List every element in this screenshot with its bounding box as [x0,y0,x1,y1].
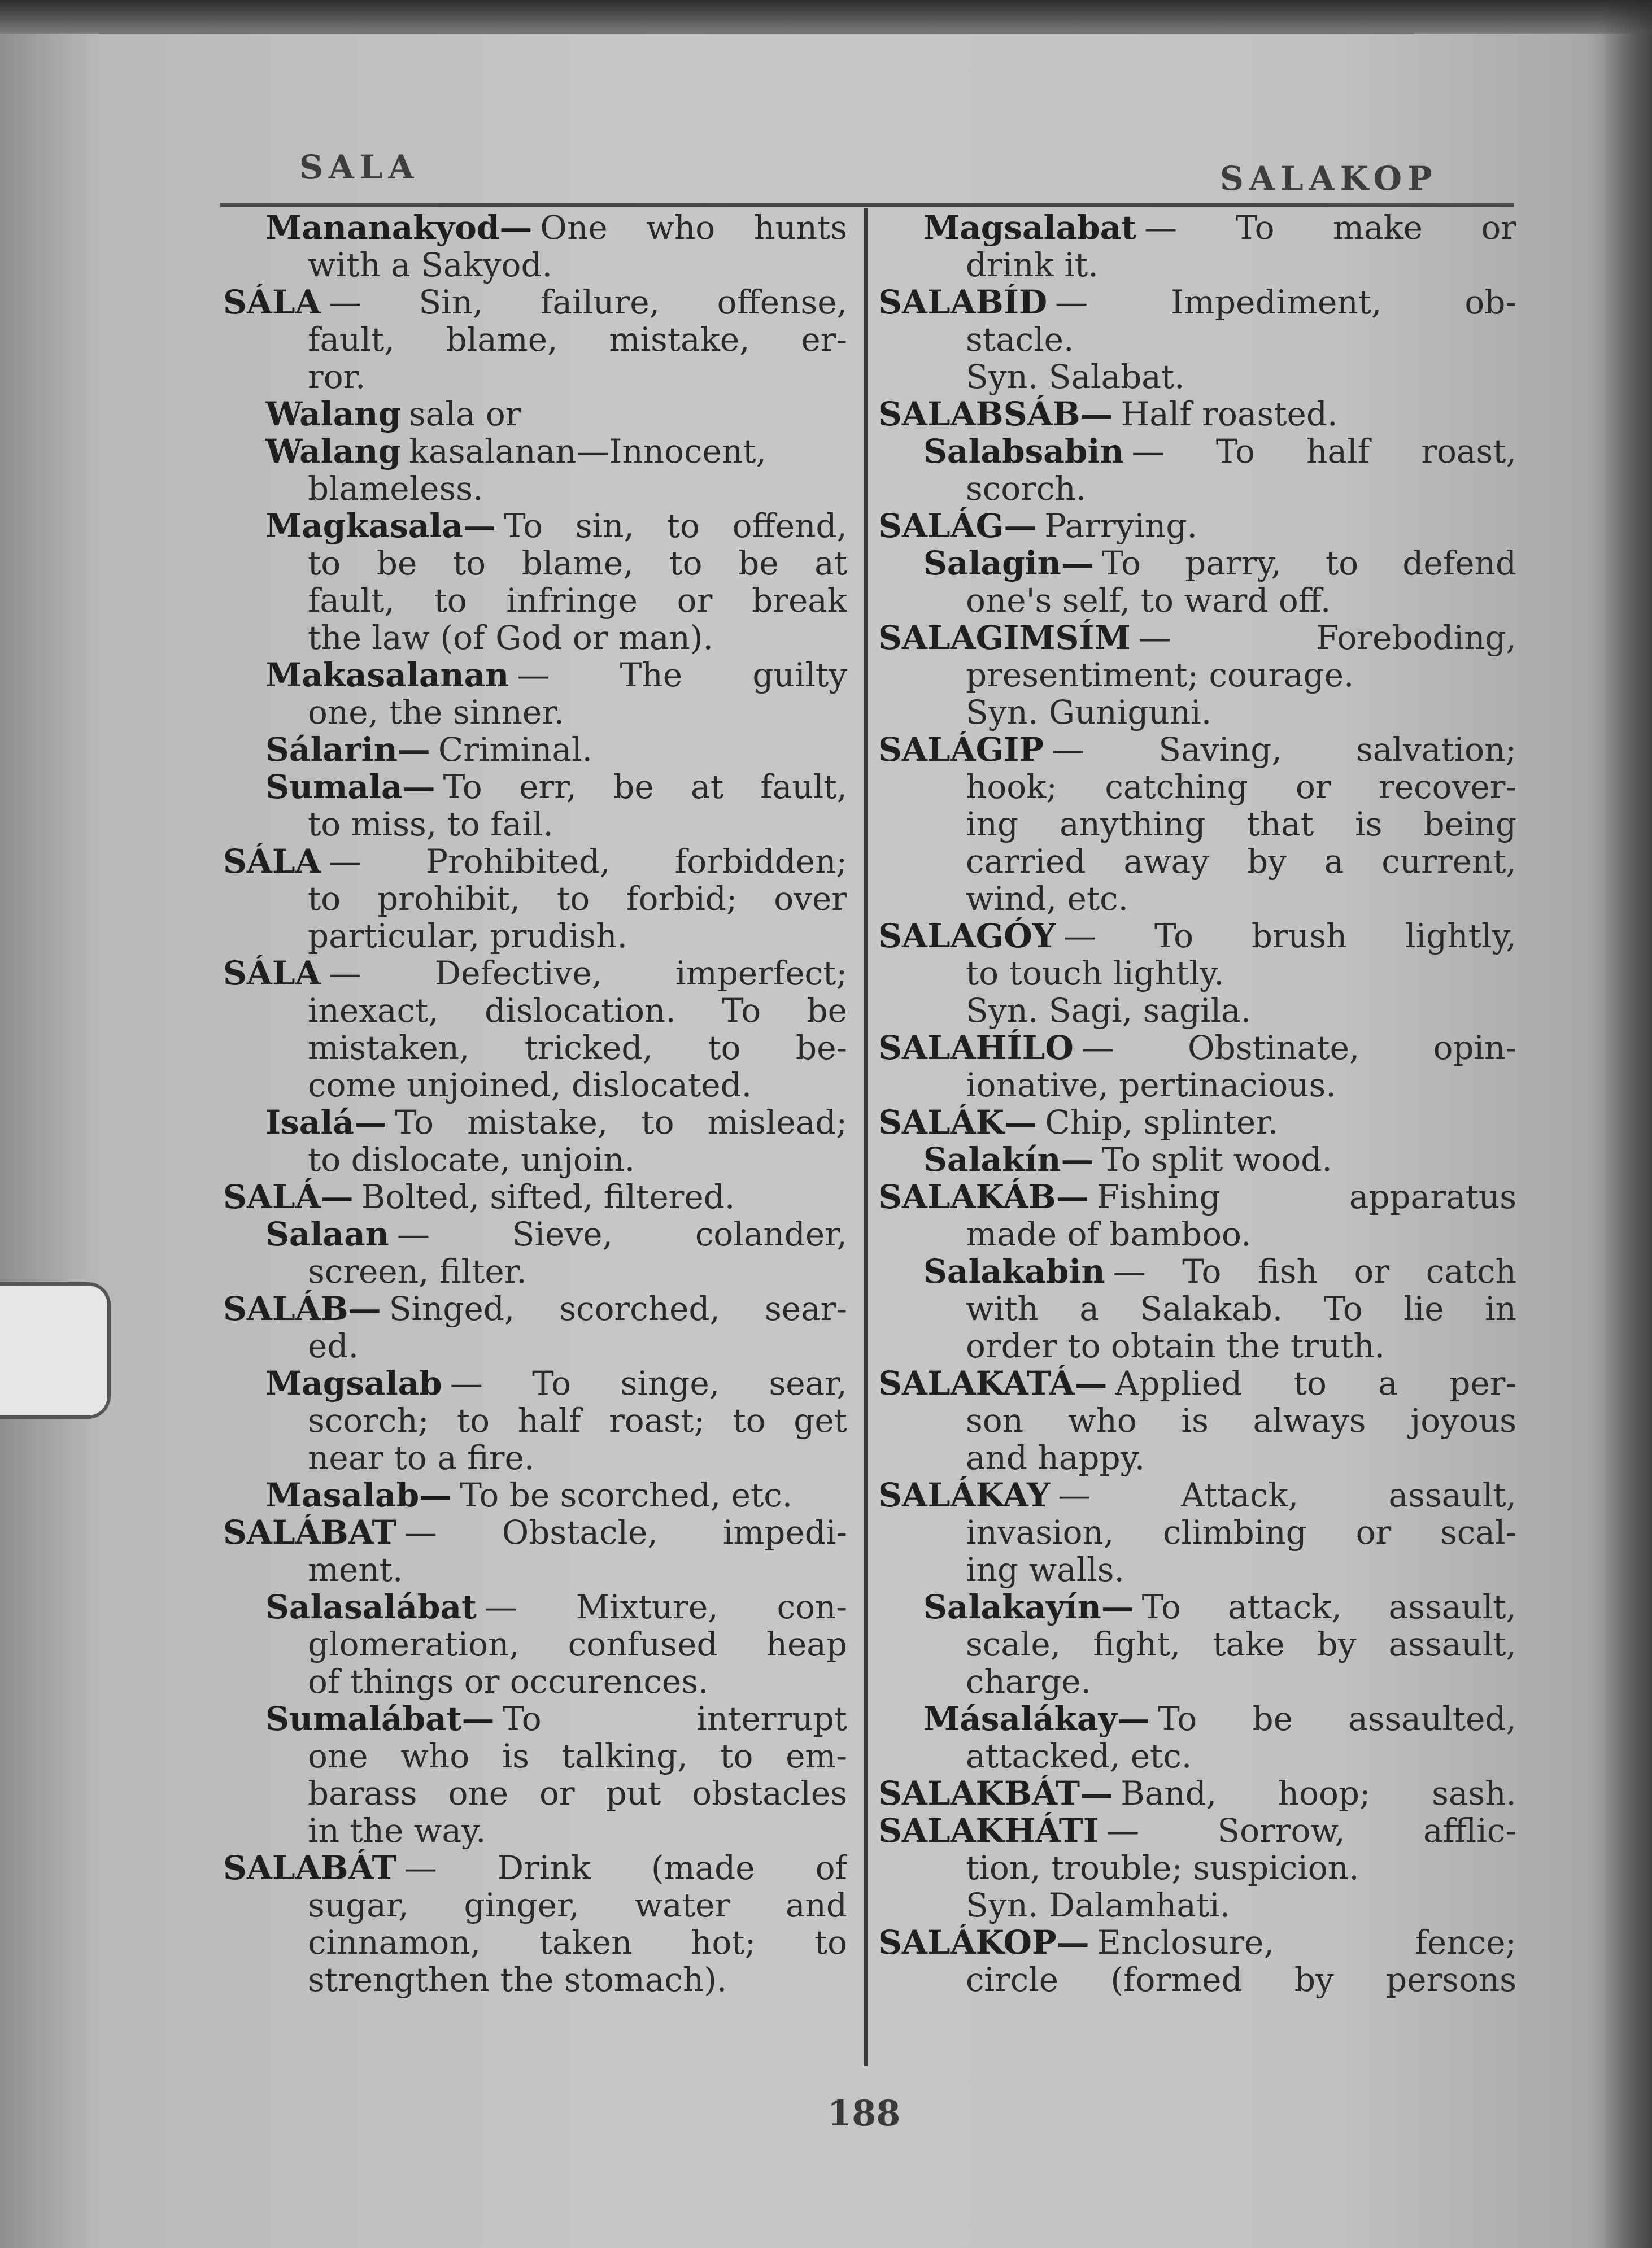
entry-headword: SALAKBÁT— [878,1775,1113,1812]
dictionary-line [878,1626,1516,1663]
dictionary-line [878,1775,1516,1812]
entry-text: to miss, to fail. [308,805,553,843]
dictionary-line [223,1887,847,1924]
dictionary-line [878,1924,1516,1961]
entry-text: and happy. [966,1439,1145,1476]
dictionary-line [223,582,847,619]
entry-text: with a Sakyod. [308,246,553,284]
entry-headword: SALABÍD [878,284,1048,321]
entry-text: ionative, pertinacious. [966,1066,1336,1104]
entry-text: Band, hoop; sash. [1121,1775,1516,1812]
top-shadow [0,0,1652,34]
entry-text: — To singe, sear, [450,1365,847,1402]
entry-text: one who is talking, to em- [308,1737,847,1775]
dictionary-line [878,619,1516,656]
dictionary-line [878,1737,1516,1775]
dictionary-line [223,1178,847,1216]
entry-text: mistaken, tricked, to be- [308,1029,847,1066]
entry-headword: SALAKÁB— [878,1178,1089,1216]
entry-text: fault, blame, mistake, er- [308,321,847,358]
entry-text: Applied to a per- [1115,1365,1516,1402]
dictionary-line [878,694,1516,731]
dictionary-line [878,731,1516,768]
dictionary-line [223,917,847,955]
dictionary-line [223,1290,847,1327]
entry-headword: SALAGÓY [878,917,1056,955]
entry-headword: SALÁB— [223,1290,381,1327]
dictionary-line [223,1066,847,1104]
dictionary-line [223,1327,847,1365]
dictionary-line [878,1104,1516,1141]
entry-headword: SALÁKAY [878,1476,1051,1514]
dictionary-line [223,284,847,321]
entry-text: Syn. Salabat. [966,358,1185,395]
gutter-shadow [1601,0,1652,2248]
entry-text: To sin, to offend, [503,507,847,544]
entry-text: To interrupt [502,1700,847,1737]
dictionary-line [223,1812,847,1849]
entry-text: one's self, to ward off. [966,582,1331,619]
entry-headword: Másalákay— [923,1700,1150,1737]
entry-text: ed. [308,1327,359,1365]
entry-text: order to obtain the truth. [966,1327,1385,1365]
entry-headword: SALÁBAT [223,1514,396,1551]
entry-text: — To half roast, [1131,433,1516,470]
entry-text: fault, to infringe or break [308,582,847,619]
entry-text: ror. [308,358,366,395]
entry-headword: SÁLA [223,843,321,880]
entry-text: ment. [308,1551,403,1588]
entry-headword: SALÁK— [878,1104,1038,1141]
entry-headword: SÁLA [223,955,321,992]
dictionary-line [878,992,1516,1029]
dictionary-line [878,1141,1516,1178]
dictionary-line [223,694,847,731]
entry-text: — To brush lightly, [1063,917,1516,955]
entry-text: barass one or put obstacles [308,1775,847,1812]
dictionary-line [878,1029,1516,1066]
dictionary-line [878,1066,1516,1104]
entry-headword: SALAGIMSÍM [878,619,1131,656]
entry-headword: Salaan [265,1216,389,1253]
dictionary-line [223,1924,847,1961]
entry-headword: SALÁGIP [878,731,1044,768]
dictionary-line [878,470,1516,507]
entry-text: — Obstinate, opin- [1081,1029,1516,1066]
dictionary-line [878,768,1516,805]
column-divider [864,208,868,2066]
entry-text: made of bamboo. [966,1216,1252,1253]
entry-text: tion, trouble; suspicion. [966,1849,1359,1887]
entry-text: To err, be at fault, [443,768,847,805]
entry-text: particular, prudish. [308,917,627,955]
dictionary-line [878,507,1516,544]
entry-text: of things or occurences. [308,1663,709,1700]
dictionary-line [878,1178,1516,1216]
dictionary-line [878,1476,1516,1514]
dictionary-line [223,1700,847,1737]
dictionary-line [878,1887,1516,1924]
entry-text: To split wood. [1101,1141,1332,1178]
entry-text: Criminal. [438,731,592,768]
entry-text: — Attack, assault, [1058,1476,1516,1514]
dictionary-line [223,1104,847,1141]
page-number: 188 [827,2093,901,2134]
left-column [223,209,847,1998]
entry-text: — Drink (made of [404,1849,847,1887]
entry-text: to touch lightly. [966,955,1224,992]
entry-text: To be assaulted, [1158,1700,1516,1737]
entry-text: Enclosure, fence; [1097,1924,1516,1961]
dictionary-line [878,1551,1516,1588]
dictionary-line [223,1476,847,1514]
dictionary-line [223,1775,847,1812]
entry-text: — The guilty [517,656,847,694]
dictionary-line [223,544,847,582]
dictionary-line [878,1402,1516,1439]
dictionary-line [878,917,1516,955]
dictionary-line [223,992,847,1029]
entry-headword: Makasalanan [265,656,509,694]
entry-text: Fishing apparatus [1096,1178,1516,1216]
dictionary-line [878,843,1516,880]
dictionary-line [223,1514,847,1551]
dictionary-line [223,358,847,395]
entry-text: stacle. [966,321,1074,358]
entry-text: Syn. Guniguni. [966,694,1212,731]
entry-text: kasalanan—Innocent, [409,433,766,470]
dictionary-line [223,321,847,358]
dictionary-line [223,1029,847,1066]
entry-text: to dislocate, unjoin. [308,1141,635,1178]
dictionary-line [223,1849,847,1887]
dictionary-line [223,1737,847,1775]
dictionary-line [878,582,1516,619]
dictionary-line [878,1327,1516,1365]
entry-text: circle (formed by persons [966,1961,1516,1998]
entry-headword: SALAKATÁ— [878,1365,1108,1402]
dictionary-line [223,619,847,656]
entry-text: Half roasted. [1121,395,1338,433]
dictionary-line [878,1439,1516,1476]
dictionary-line [223,433,847,470]
dictionary-line [223,1551,847,1588]
running-head-left: SALA [299,148,420,186]
entry-headword: Sumala— [265,768,435,805]
dictionary-line [878,1849,1516,1887]
entry-text: — Sieve, colander, [396,1216,847,1253]
running-head-right: SALAKOP [1220,159,1438,198]
entry-headword: SÁLA [223,284,321,321]
entry-headword: Isalá— [265,1104,387,1141]
header-rule [220,203,1514,207]
dictionary-line [223,1365,847,1402]
dictionary-line [223,209,847,246]
entry-headword: Walang [265,395,402,433]
entry-headword: SALÁKOP— [878,1924,1089,1961]
entry-text: To mistake, to mislead; [394,1104,847,1141]
entry-headword: Salakayín— [923,1588,1134,1626]
entry-text: in the way. [308,1812,486,1849]
entry-text: — Mixture, con- [484,1588,847,1626]
entry-text: hook; catching or recover- [966,768,1516,805]
entry-headword: Salagin— [923,544,1094,582]
dictionary-line [223,731,847,768]
dictionary-line [223,1439,847,1476]
dictionary-line [223,470,847,507]
entry-text: presentiment; courage. [966,656,1354,694]
dictionary-line [878,209,1516,246]
entry-headword: SALÁG— [878,507,1037,544]
entry-text: sugar, ginger, water and [308,1887,847,1924]
entry-text: near to a fire. [308,1439,535,1476]
dictionary-line [223,1588,847,1626]
entry-text: — Impediment, ob- [1055,284,1516,321]
entry-text: Parrying. [1044,507,1197,544]
dictionary-line [223,1961,847,1998]
entry-text: glomeration, confused heap [308,1626,847,1663]
dictionary-line [878,1700,1516,1737]
entry-headword: Mananakyod— [265,209,533,246]
page-tab-marker [0,1282,111,1419]
entry-text: scorch; to half roast; to get [308,1402,847,1439]
entry-headword: Masalab— [265,1476,452,1514]
entry-text: come unjoined, dislocated. [308,1066,752,1104]
dictionary-line [223,1663,847,1700]
dictionary-line [223,1141,847,1178]
entry-text: cinnamon, taken hot; to [308,1924,847,1961]
dictionary-line [878,433,1516,470]
dictionary-line [223,1626,847,1663]
dictionary-line [878,1514,1516,1551]
entry-text: with a Salakab. To lie in [966,1290,1516,1327]
entry-text: inexact, dislocation. To be [308,992,847,1029]
entry-text: ing anything that is being [966,805,1516,843]
entry-text: Singed, scorched, sear- [389,1290,847,1327]
dictionary-line [878,656,1516,694]
entry-text: One who hunts [540,209,847,246]
entry-headword: SALAKHÁTI [878,1812,1099,1849]
dictionary-line [878,1253,1516,1290]
entry-text: — Foreboding, [1138,619,1516,656]
entry-headword: SALABSÁB— [878,395,1113,433]
entry-headword: Salakabin [923,1253,1105,1290]
dictionary-line [878,1290,1516,1327]
entry-text: invasion, climbing or scal- [966,1514,1516,1551]
entry-headword: SALÁ— [223,1178,354,1216]
entry-text: ing walls. [966,1551,1124,1588]
dictionary-line [878,955,1516,992]
entry-text: son who is always joyous [966,1402,1516,1439]
dictionary-line [223,507,847,544]
entry-text: scale, fight, take by assault, [966,1626,1516,1663]
dictionary-line [878,805,1516,843]
entry-text: drink it. [966,246,1099,284]
dictionary-line [878,1812,1516,1849]
dictionary-line [878,321,1516,358]
dictionary-line [223,805,847,843]
dictionary-line [223,1402,847,1439]
entry-text: Syn. Sagi, sagila. [966,992,1252,1029]
entry-text: Chip, splinter. [1045,1104,1279,1141]
entry-headword: Salakín— [923,1141,1094,1178]
entry-text: carried away by a current, [966,843,1516,880]
dictionary-line [878,358,1516,395]
dictionary-line [223,955,847,992]
entry-text: Syn. Dalamhati. [966,1887,1231,1924]
entry-headword: Magsalabat [923,209,1137,246]
dictionary-line [223,246,847,284]
entry-text: to be to blame, to be at [308,544,847,582]
entry-headword: Magsalab [265,1365,442,1402]
entry-text: — Prohibited, forbidden; [328,843,847,880]
entry-headword: SALAHÍLO [878,1029,1074,1066]
entry-headword: Sumalábat— [265,1700,495,1737]
dictionary-line [223,843,847,880]
dictionary-line [223,768,847,805]
entry-text: Bolted, sifted, filtered. [361,1178,735,1216]
dictionary-line [878,1961,1516,1998]
dictionary-line [878,284,1516,321]
entry-headword: Salabsabin [923,433,1124,470]
entry-headword: SALABÁT [223,1849,396,1887]
dictionary-line [223,395,847,433]
entry-headword: Sálarin— [265,731,430,768]
entry-text: strengthen the stomach). [308,1961,727,1998]
dictionary-line [878,544,1516,582]
entry-text: attacked, etc. [966,1737,1192,1775]
dictionary-line [223,880,847,917]
dictionary-line [878,1588,1516,1626]
dictionary-line [223,1216,847,1253]
entry-headword: Magkasala— [265,507,496,544]
dictionary-line [878,880,1516,917]
entry-text: charge. [966,1663,1092,1700]
entry-text: screen, filter. [308,1253,527,1290]
entry-text: To parry, to defend [1101,544,1516,582]
dictionary-line [878,1365,1516,1402]
entry-text: — Obstacle, impedi- [404,1514,847,1551]
entry-headword: Salasalábat [265,1588,477,1626]
dictionary-line [223,656,847,694]
entry-text: the law (of God or man). [308,619,713,656]
dictionary-line [878,1216,1516,1253]
entry-headword: Walang [265,433,402,470]
entry-text: one, the sinner. [308,694,565,731]
entry-text: — To fish or catch [1113,1253,1516,1290]
dictionary-line [878,395,1516,433]
dictionary-line [878,1663,1516,1700]
right-column [878,209,1516,1998]
entry-text: — Saving, salvation; [1051,731,1516,768]
dictionary-line [878,246,1516,284]
entry-text: scorch. [966,470,1087,507]
entry-text: — Sin, failure, offense, [328,284,847,321]
entry-text: To be scorched, etc. [460,1476,793,1514]
entry-text: To attack, assault, [1141,1588,1516,1626]
entry-text: to prohibit, to forbid; over [308,880,847,917]
entry-text: sala or [409,395,521,433]
dictionary-line [223,1253,847,1290]
entry-text: wind, etc. [966,880,1129,917]
entry-text: — To make or [1144,209,1516,246]
entry-text: — Sorrow, afflic- [1106,1812,1516,1849]
entry-text: blameless. [308,470,483,507]
entry-text: — Defective, imperfect; [328,955,847,992]
